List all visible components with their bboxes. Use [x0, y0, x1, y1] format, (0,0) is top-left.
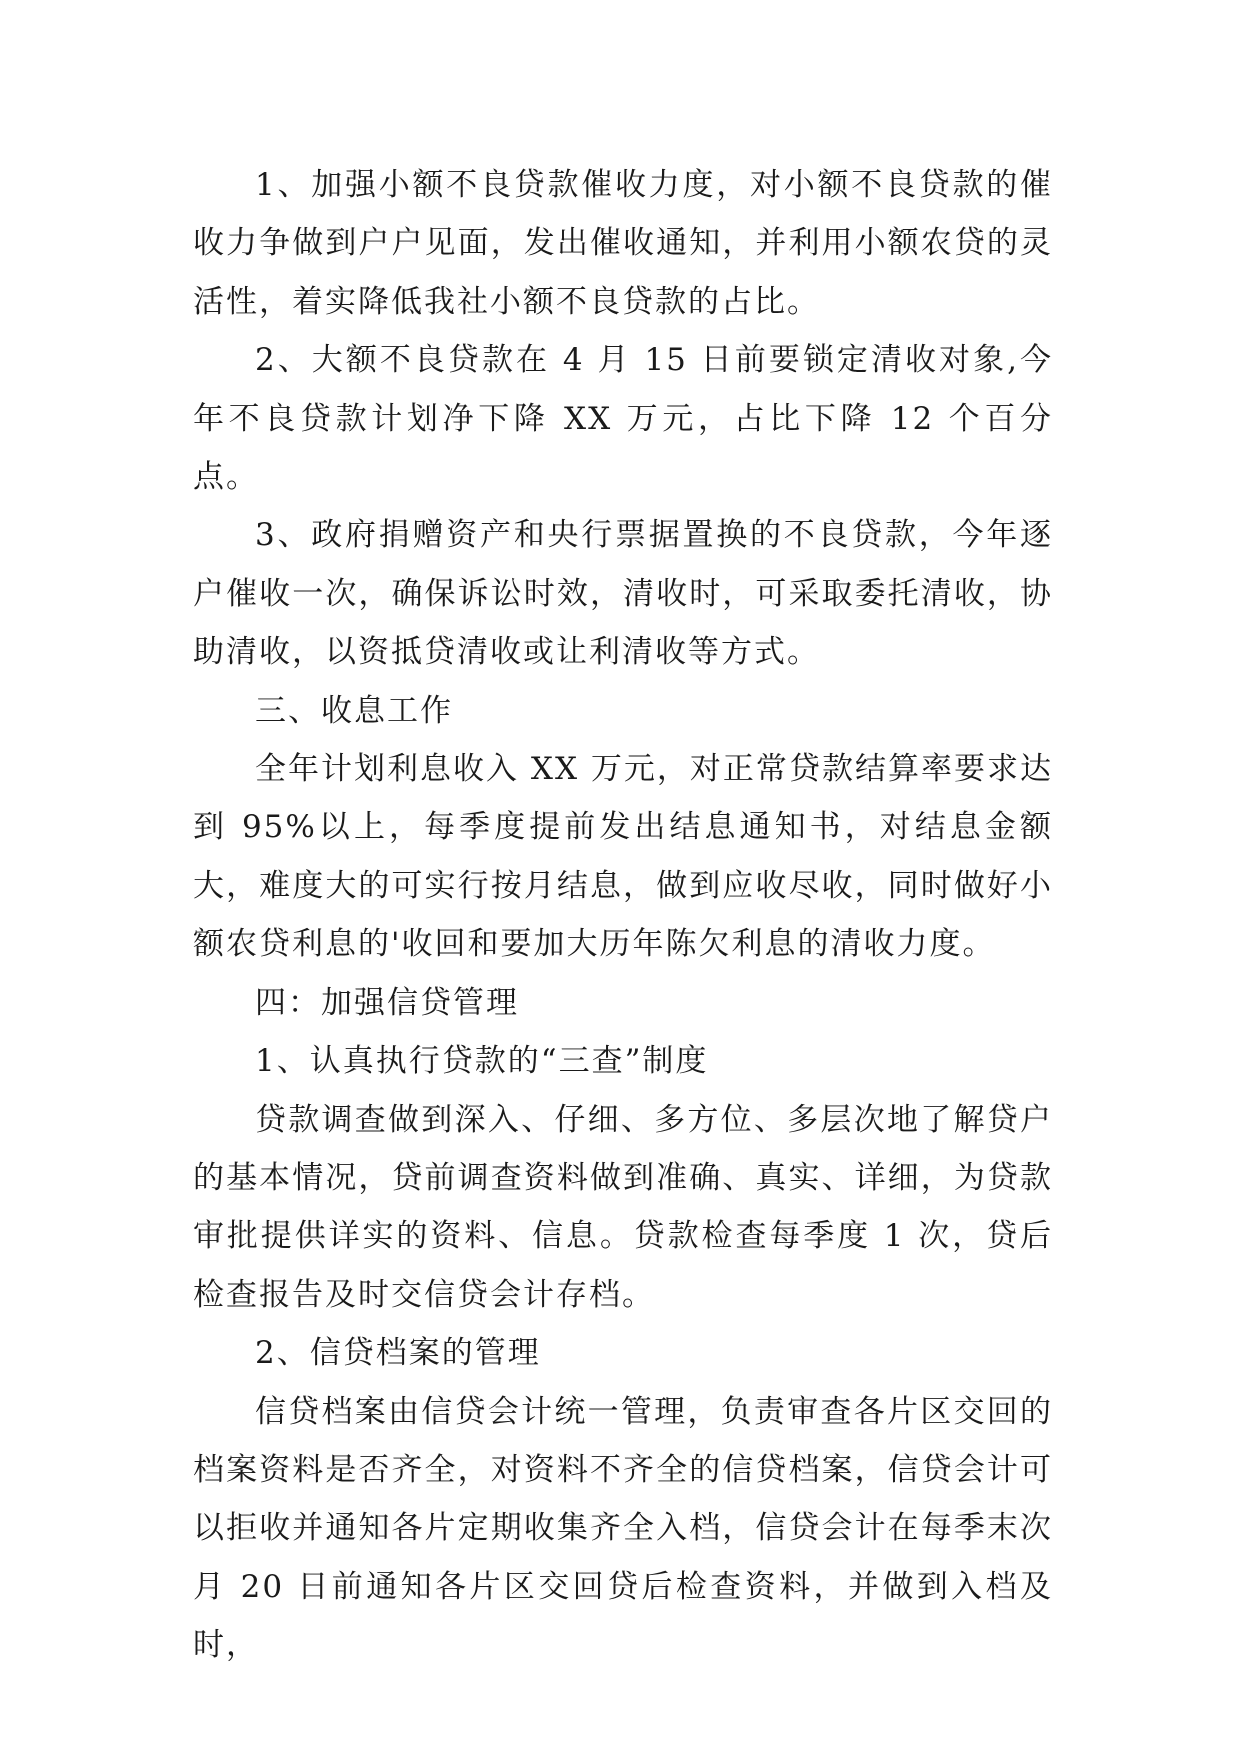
paragraph-archive-management: 信贷档案由信贷会计统一管理，负责审查各片区交回的档案资料是否齐全，对资料不齐全的信贷档案，信贷会计可以拒收并通知各片定期收集齐全入档，信贷会计在每季末次月 20 日前通知各片区交回贷后检查资料，并做到入档及时，	[193, 1393, 1053, 1664]
paragraph-loan-investigation: 贷款调查做到深入、仔细、多方位、多层次地了解贷户的基本情况，贷前调查资料做到准确、真实、详细，为贷款审批提供详实的资料、信息。贷款检查每季度 1 次，贷后检查报告及时交信贷会计存档。	[193, 1101, 1053, 1313]
paragraph-annual-interest-plan: 全年计划利息收入 XX 万元，对正常贷款结算率要求达到 95%以上，每季度提前发出结息通知书，对结息金额大，难度大的可实行按月结息，做到应收尽收，同时做好小额农贷利息的'收回和要加大历年陈欠利息的清收力度。	[193, 751, 1053, 963]
paragraph-government-donated-assets: 3、政府捐赠资产和央行票据置换的不良贷款，今年逐户催收一次，确保诉讼时效，清收时，可采取委托清收，协助清收，以资抵贷清收或让利清收等方式。	[193, 517, 1053, 671]
section-heading-credit-management: 四：加强信贷管理	[255, 984, 519, 1021]
document-body	[193, 156, 1053, 1675]
subheading-credit-archives: 2、信贷档案的管理	[255, 1335, 541, 1372]
paragraph-large-nonperforming-loans: 2、大额不良贷款在 4 月 15 日前要锁定清收对象,今年不良贷款计划净下降 XX 万元，占比下降 12 个百分点。	[193, 342, 1053, 496]
subheading-three-checks: 1、认真执行贷款的“三查”制度	[255, 1043, 709, 1080]
section-heading-interest-collection: 三、收息工作	[255, 692, 453, 729]
paragraph-small-nonperforming-loans: 1、加强小额不良贷款催收力度，对小额不良贷款的催收力争做到户户见面，发出催收通知，并利用小额农贷的灵活性，着实降低我社小额不良贷款的占比。	[193, 167, 1053, 320]
